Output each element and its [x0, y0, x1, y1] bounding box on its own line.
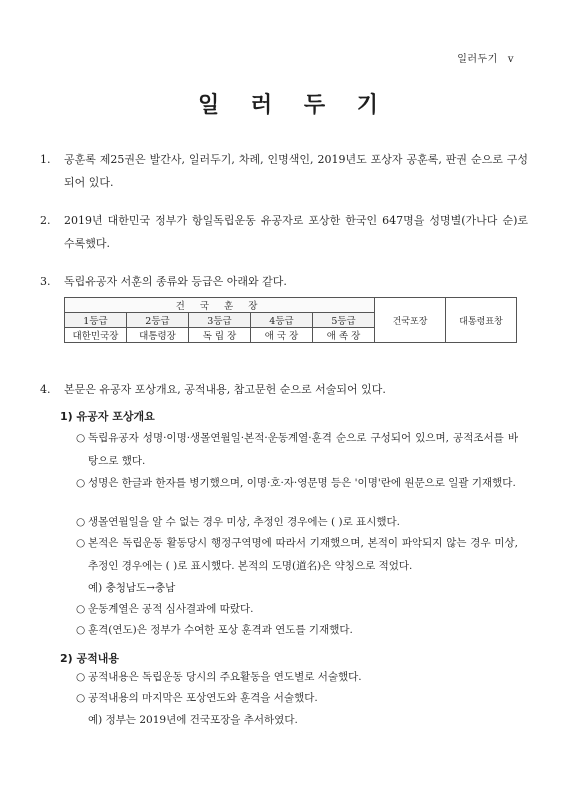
- section-3: [40, 270, 528, 293]
- list-item: [76, 598, 518, 621]
- running-head: [457, 50, 514, 65]
- award-extra-2: 대통령표창: [446, 298, 517, 343]
- section-number: 3.: [40, 275, 51, 288]
- subsection-title: 2) 공적내용: [60, 652, 120, 665]
- medal-cell: 애 족 장: [313, 328, 375, 343]
- page-number: v: [507, 54, 514, 65]
- bullet: ○: [76, 537, 86, 549]
- example-text: 예) 충청남도→충남: [88, 582, 176, 594]
- award-table: [64, 297, 517, 343]
- medal-cell: 대통령장: [127, 328, 189, 343]
- list-item-text: 운동계열은 공적 심사결과에 따랐다.: [88, 603, 254, 615]
- page-title: 일 러 두 기: [198, 92, 390, 118]
- section-number: 4.: [40, 383, 51, 396]
- bullet: ○: [76, 603, 86, 615]
- section-text: 공훈록 제25권은 발간사, 일러두기, 차례, 인명색인, 2019년도 포상자 공훈록, 판권 순으로 구성되어 있다.: [64, 153, 528, 189]
- subsection-title: 1) 유공자 포상개요: [60, 410, 155, 423]
- award-header: 건 국 훈 장: [65, 298, 375, 313]
- grade-cell: 1등급: [65, 313, 127, 328]
- list-item-text: 공적내용은 독립운동 당시의 주요활동을 연도별로 서술했다.: [88, 671, 362, 683]
- running-head-title: 일러두기: [457, 54, 498, 65]
- section-number: 2.: [40, 214, 51, 227]
- list-item-text: 훈격(연도)은 정부가 수여한 포상 훈격과 연도를 기재했다.: [88, 624, 353, 636]
- section-text: 본문은 유공자 포상개요, 공적내용, 참고문헌 순으로 서술되어 있다.: [64, 383, 386, 396]
- list-item-text: 독립유공자 성명·이명·생몰연월일·본적·운동계열·훈격 순으로 구성되어 있으며, 공적조서를 바탕으로 했다.: [88, 432, 518, 467]
- section-1: [40, 148, 528, 194]
- medal-cell: 독 립 장: [189, 328, 251, 343]
- bullet: ○: [76, 516, 86, 528]
- list-item-text: 공적내용의 마지막은 포상연도와 훈격을 서술했다.: [88, 692, 318, 704]
- section-number: 1.: [40, 153, 51, 166]
- section-text: 2019년 대한민국 정부가 항일독립운동 유공자로 포상한 한국인 647명을 성명별(가나다 순)로 수록했다.: [64, 214, 528, 250]
- list-item-text: 성명은 한글과 한자를 병기했으며, 이명·호·자·영문명 등은 '이명'란에 원문으로 일괄 기재했다.: [88, 477, 516, 489]
- award-extra-1: 건국포장: [375, 298, 446, 343]
- bullet: ○: [76, 477, 86, 489]
- list-item-text: 생몰연월일을 알 수 없는 경우 미상, 추정인 경우에는 ( )로 표시했다.: [88, 516, 400, 528]
- bullet: ○: [76, 432, 86, 444]
- list-item: [76, 532, 518, 578]
- section-2: [40, 209, 528, 255]
- example-text: 예) 정부는 2019년에 건국포장을 추서하였다.: [88, 714, 298, 726]
- list-item: [76, 511, 518, 534]
- list-item: [76, 619, 518, 642]
- list-item: [76, 666, 518, 689]
- medal-cell: 대한민국장: [65, 328, 127, 343]
- list-item: [76, 472, 518, 495]
- list-item: [76, 427, 518, 473]
- bullet: ○: [76, 671, 86, 683]
- bullet: ○: [76, 692, 86, 704]
- list-item-text: 본적은 독립운동 활동당시 행정구역명에 따라서 기재했으며, 본적이 파악되지 않는 경우 미상, 추정인 경우에는 ( )로 표시했다. 본적의 도명(道名)은 약칭으로 적었다.: [88, 537, 518, 572]
- grade-cell: 3등급: [189, 313, 251, 328]
- section-text: 독립유공자 서훈의 종류와 등급은 아래와 같다.: [64, 275, 287, 288]
- section-4: [40, 378, 528, 401]
- bullet: ○: [76, 624, 86, 636]
- list-item: [76, 687, 518, 710]
- grade-cell: 4등급: [251, 313, 313, 328]
- grade-cell: 2등급: [127, 313, 189, 328]
- medal-cell: 애 국 장: [251, 328, 313, 343]
- grade-cell: 5등급: [313, 313, 375, 328]
